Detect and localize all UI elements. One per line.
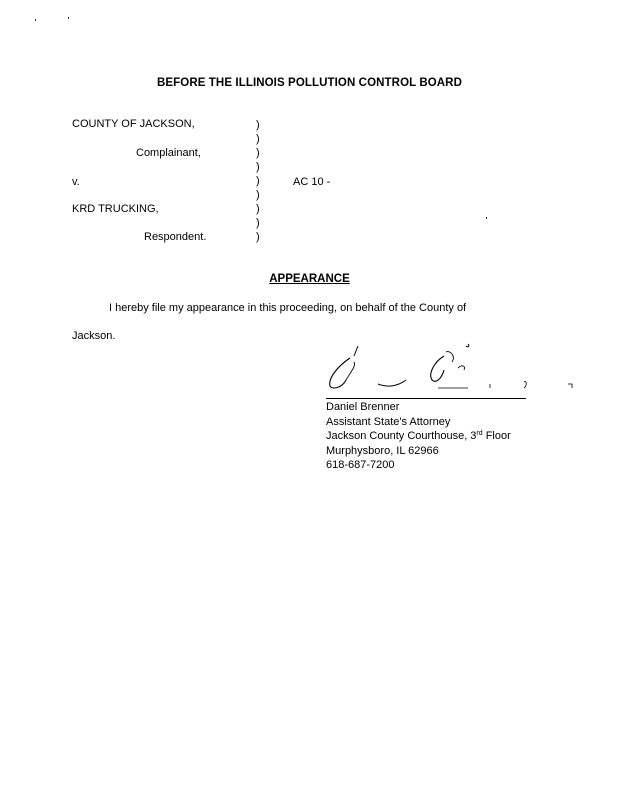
complainant-party: COUNTY OF JACKSON, — [72, 118, 195, 130]
signature-block — [326, 400, 511, 473]
attorney-name: Daniel Brenner — [326, 401, 400, 413]
caption-paren: ) — [256, 203, 260, 215]
address-floor: Floor — [482, 430, 511, 442]
versus-label: v. — [72, 176, 80, 188]
appearance-title: APPEARANCE — [269, 273, 350, 285]
appearance-body-line2: Jackson. — [72, 330, 116, 342]
handwritten-signature — [318, 340, 588, 402]
appearance-body-line1: I hereby file my appearance in this proceeding, on behalf of the County of — [109, 302, 467, 314]
scan-speck — [68, 17, 69, 19]
courthouse-address — [326, 429, 511, 444]
caption-paren: ) — [256, 217, 260, 229]
signature-line — [326, 398, 526, 399]
attorney-title: Assistant State's Attorney — [326, 415, 451, 428]
address-superscript: rd — [476, 430, 483, 437]
case-number: AC 10 - — [293, 176, 331, 188]
caption-paren: ) — [256, 119, 260, 131]
scan-speck — [35, 19, 36, 21]
phone-number: 618-687-7200 — [326, 459, 395, 471]
address-text: Jackson County Courthouse, 3 — [326, 430, 477, 442]
caption-paren: ) — [256, 161, 260, 173]
respondent-party: KRD TRUCKING, — [72, 203, 159, 215]
respondent-role: Respondent. — [144, 231, 207, 243]
scan-speck — [486, 217, 487, 219]
board-heading: BEFORE THE ILLINOIS POLLUTION CONTROL BOARD — [156, 77, 462, 89]
caption-paren: ) — [256, 147, 260, 159]
caption-paren: ) — [256, 189, 260, 201]
caption-paren: ) — [256, 231, 260, 243]
caption-paren: ) — [256, 133, 260, 145]
complainant-role: Complainant, — [136, 147, 201, 159]
city-state-zip: Murphysboro, IL 62966 — [326, 444, 439, 457]
caption-paren: ) — [256, 175, 260, 187]
